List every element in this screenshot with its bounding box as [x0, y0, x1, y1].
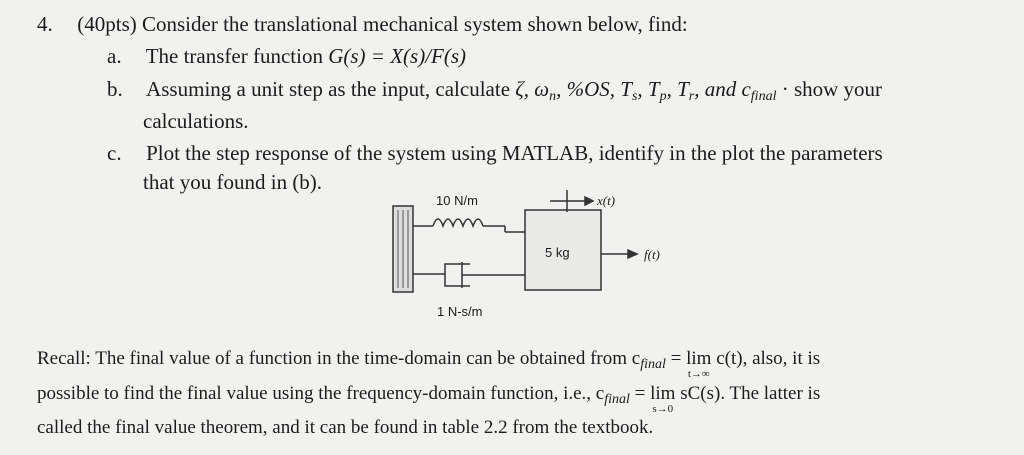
displacement-arrow-icon — [550, 190, 593, 212]
part-b-letter: b. — [107, 77, 123, 101]
force-arrow-icon — [601, 250, 637, 258]
tp-subscript: p — [659, 89, 667, 104]
part-b-continuation: calculations. — [143, 109, 249, 133]
question-stem: Consider the translational mechanical system shown below, find: — [142, 12, 688, 36]
part-b-text: Assuming a unit step as the input, calculate — [146, 77, 511, 101]
recall-line-3: called the final value theorem, and it can be found in table 2.2 from the textbook. — [37, 417, 654, 438]
lim-word-2: lim — [650, 383, 676, 404]
spring-icon — [413, 219, 525, 232]
recall-final-subscript-2: final — [604, 392, 630, 407]
recall-line-1 — [37, 348, 821, 380]
ts-subscript: s — [631, 89, 638, 104]
recall-equals-1: = — [665, 348, 687, 369]
part-a-letter: a. — [107, 44, 122, 68]
part-a-text: The transfer function — [145, 44, 323, 68]
recall-line-2 — [37, 383, 821, 415]
part-c-text: Plot the step response of the system using MATLAB, identify in the plot the parameters — [146, 141, 883, 165]
param-tp: , T — [637, 77, 660, 101]
lim-word-1: lim — [686, 348, 712, 369]
recall-equals-2: = — [629, 383, 651, 404]
part-b-tail: · show your — [781, 77, 883, 101]
recall-final-subscript-1: final — [640, 357, 666, 372]
param-os-ts: , %OS, T — [556, 77, 632, 101]
cfinal-subscript: final — [750, 89, 777, 104]
question-points: (40pts) — [77, 12, 137, 36]
recall-line-2-function: sC(s). The latter is — [675, 383, 821, 404]
damper-constant-label: 1 N-s/m — [437, 304, 483, 319]
part-c-letter: c. — [107, 141, 122, 165]
omega-subscript: n — [549, 89, 557, 104]
recall-line-2-text: possible to find the final value using the frequency-domain function, i.e., c — [37, 383, 605, 404]
lim-t-subscript: t→∞ — [687, 368, 710, 380]
tr-subscript: r — [688, 89, 695, 104]
recall-line-1-text: Recall: The final value of a function in the time-domain can be obtained from c — [37, 348, 641, 369]
displacement-label: x(t) — [597, 193, 616, 208]
question-number: 4. — [37, 12, 53, 36]
limit-t-infinity — [686, 348, 712, 380]
force-label: f(t) — [644, 247, 660, 262]
mass-label: 5 kg — [545, 245, 570, 260]
limit-s-zero — [650, 383, 676, 415]
spring-constant-label: 10 N/m — [436, 193, 478, 208]
param-zeta-omega: ζ, ω — [515, 77, 550, 101]
lim-s-subscript: s→0 — [652, 403, 674, 415]
recall-line-1-function: c(t), also, it is — [711, 348, 821, 369]
transfer-function-formula: G(s) = X(s)/F(s) — [328, 44, 467, 68]
param-tr: , T — [666, 77, 689, 101]
param-cfinal: , and c — [694, 77, 751, 101]
part-c-continuation: that you found in (b). — [143, 170, 323, 194]
damper-icon — [413, 262, 525, 288]
